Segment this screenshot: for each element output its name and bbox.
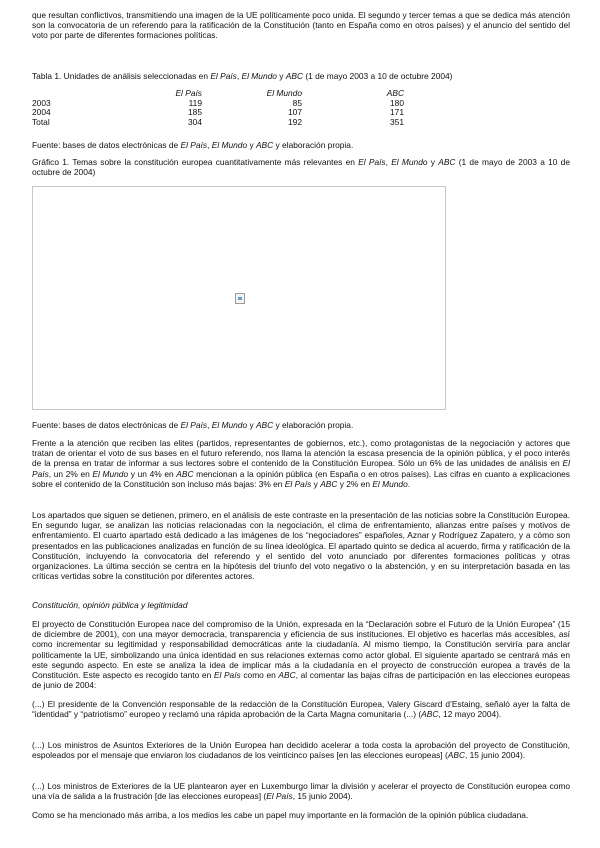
row-label: 2003: [32, 97, 51, 108]
section-heading: Constitución, opinión pública y legitimidad: [32, 600, 188, 610]
graph-source: Fuente: bases de datos electrónicas de El País, El Mundo y ABC y elaboración propia.: [32, 420, 354, 430]
table-cell: 119: [188, 97, 202, 108]
table-cell: 85: [292, 97, 302, 108]
table-row: [32, 117, 432, 127]
row-label: 2004: [32, 107, 51, 118]
table-cell: 192: [288, 116, 302, 127]
body-paragraph: Como se ha mencionado más arriba, a los medios les cabe un papel muy importante en la formación de la opinión pública ciudadana.: [32, 810, 529, 820]
table-caption: Tabla 1. Unidades de análisis seleccionadas en El País, El Mundo y ABC (1 de mayo 2003 a 10 de octubre 2004): [32, 71, 453, 81]
body-paragraph: Los apartados que siguen se detienen, primero, en el análisis de este contraste en la presentación de las noticias sobre la Constitución Europea. En segundo lugar, se analizan las noticias relacionadas con la negociación, el clima de enfrentamiento, alianzas entre países y motivos de enfrentamiento. El cuarto apartado está dedicado a las imágenes de los “negociadores” españoles, Aznar y Rodríguez Zapatero, y a cómo son presentados en las publicaciones analizadas en función de su línea ideológica. El apartado quinto se dedica al acuerdo, firma y ratificación de la Constitución, incluyendo la convocatoria del referendo y el sentido del voto anunciado por diferentes formaciones políticas y otras organizaciones. La última sección se centra en la hipótesis del triunfo del voto negativo o la abstención, y en su interpretación basada en las críticas vertidas sobre la constitución por diferentes actores.: [32, 510, 570, 582]
broken-image-icon: [235, 293, 245, 304]
table-cell: 180: [390, 97, 404, 108]
column-header: ABC: [386, 88, 404, 98]
body-paragraph: El proyecto de Constitución Europea nace del compromiso de la Unión, expresada en la “Declaración sobre el Futuro de la Unión Europea” (15 de diciembre de 2001), con una mayor democracia, transparencia y eficiencia de sus instituciones. El objetivo es hacerlas más accesibles, así como incrementar su legitimidad y responsabilidad democráticas ante la ciudadanía. Al mismo tiempo, la Constitución serviría para anclar políticamente la UE, simbolizando una única identidad en sus relaciones externas como actor global. El siguiente apartado se centrará más en este segundo aspecto. En este se analiza la idea de implicar más a la ciudadanía en el proyecto de construcción europea a través de la Constitución. Este aspecto es recogido tanto en El País como en ABC, al comentar las bajas cifras de participación en las elecciones europeas de junio de 2004:: [32, 619, 570, 691]
intro-paragraph: que resultan conflictivos, transmitiendo una imagen de la UE políticamente poco unida. El segundo y tercer temas a que se dedica más atención son la convocatoria de un referendo para la ratificación de la Constitución (tanto en España como en otros países) y el anuncio del sentido del voto por parte de diferentes formaciones políticas.: [32, 10, 570, 41]
body-paragraph: Frente a la atención que reciben las elites (partidos, representantes de gobiernos, etc.), como protagonistas de la negociación y actores que tratan de orientar el voto de sus bases en el futuro referendo, nos llama la atención la escasa presencia de la opinión pública, y el poco interés de la prensa en tratar de informar a sus lectores sobre el contenido de la Constitución Europea. Sólo un 6% de las unidades de análisis en El País, un 2% en El Mundo y un 4% en ABC mencionan a la opinión pública (en España o en otros países). Las cifras en cuanto a explicaciones sobre el contenido de la Constitución son incluso más bajas: 3% en El País y ABC y 2% en El Mundo.: [32, 438, 570, 489]
quote-paragraph: (...) Los ministros de Asuntos Exteriores de la Unión Europea han decidido acelerar a toda costa la aprobación del proyecto de Constitución, espoleados por el mensaje que enviaron los ciudadanos de los veinticinco países [en las elecciones europeas] (ABC, 15 junio 2004).: [32, 740, 570, 761]
quote-paragraph: (...) Los ministros de Exteriores de la UE plantearon ayer en Luxemburgo limar la división y acelerar el proyecto de Constitución europea como una vía de salida a la frustración [de las elecciones europeas] (El País, 15 junio 2004).: [32, 781, 570, 802]
table-cell: 304: [188, 116, 202, 127]
column-header: El País: [175, 88, 202, 98]
chart-image-frame: [32, 186, 446, 410]
table-row: [32, 98, 432, 108]
table-row: [32, 107, 432, 117]
table-cell: 185: [188, 107, 202, 118]
data-table: [32, 88, 432, 126]
table-header: [32, 88, 432, 98]
table-source: Fuente: bases de datos electrónicas de El País, El Mundo y ABC y elaboración propia.: [32, 140, 354, 150]
row-label: Total: [32, 116, 50, 127]
table-cell: 107: [288, 107, 302, 118]
table-cell: 171: [390, 107, 404, 118]
table-cell: 351: [390, 116, 404, 127]
quote-paragraph: (...) El presidente de la Convención responsable de la redacción de la Constitución Europea, Valery Giscard d’Estaing, señaló ayer la falta de “identidad” y “patriotismo” europeo y reclamó una rápida aprobación de la Carta Magna comunitaria (...) (ABC, 12 mayo 2004).: [32, 699, 570, 720]
graph-caption: Gráfico 1. Temas sobre la constitución europea cuantitativamente más relevantes en El País, El Mundo y ABC (1 de mayo de 2003 a 10 de octubre de 2004): [32, 157, 570, 178]
column-header: El Mundo: [266, 88, 302, 98]
